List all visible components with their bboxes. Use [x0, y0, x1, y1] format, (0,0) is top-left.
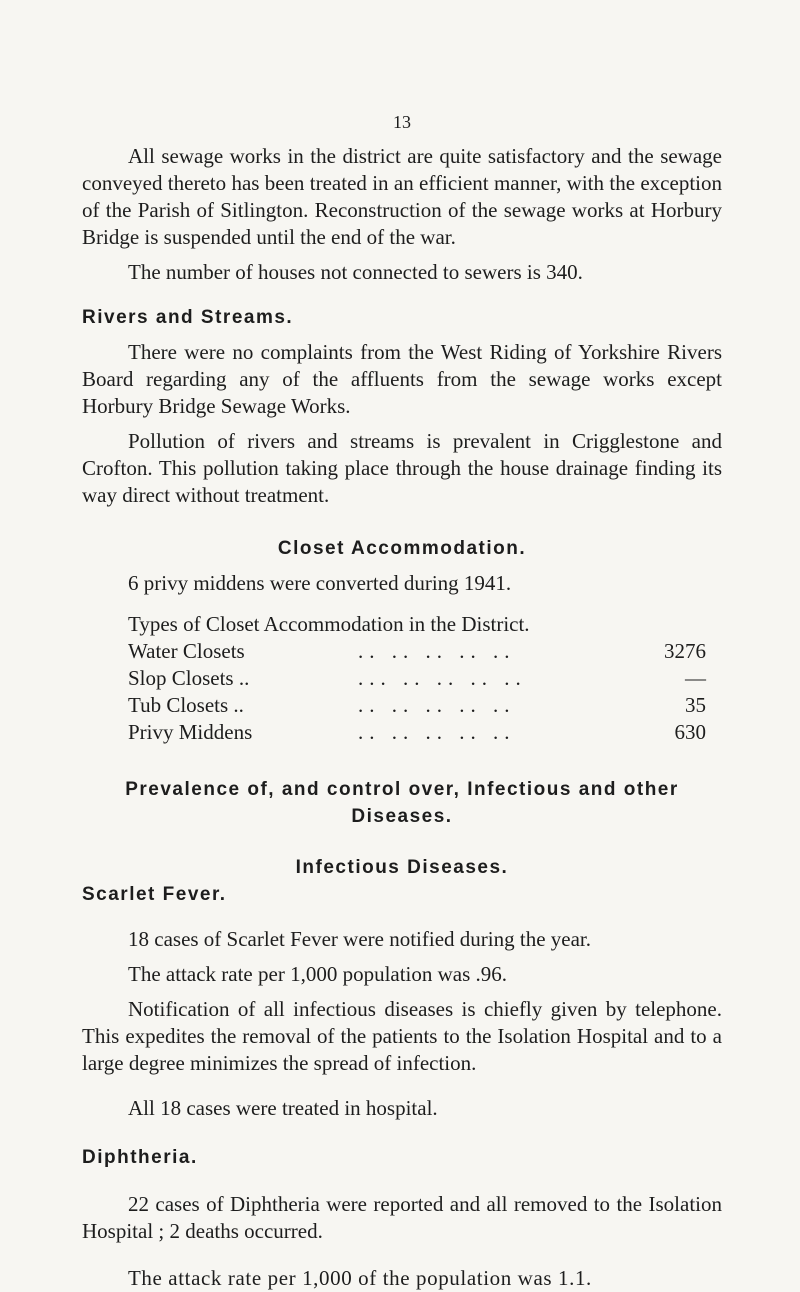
paragraph-privy-middens: 6 privy middens were converted during 1941.: [128, 571, 512, 595]
leader-dots: .. .. .. .. ..: [358, 720, 516, 744]
row-value: 3276: [664, 639, 706, 663]
paragraph-scarlet-cases: 18 cases of Scarlet Fever were notified during the year.: [128, 927, 591, 951]
heading-prevalence-line-2: Diseases.: [351, 806, 453, 827]
table-row: [128, 665, 706, 692]
heading-infectious-diseases: Infectious Diseases.: [295, 857, 509, 878]
row-label: Privy Middens: [128, 720, 253, 744]
row-value: —: [685, 666, 706, 690]
heading-prevalence-line-1: Prevalence of, and control over, Infectious and other: [125, 779, 679, 800]
paragraph-scarlet-attack-rate: The attack rate per 1,000 population was .96.: [128, 962, 508, 986]
heading-scarlet-fever: Scarlet Fever.: [82, 884, 227, 905]
paragraph-houses-not-connected: The number of houses not connected to sewers is 340.: [128, 260, 583, 284]
paragraph-rivers-board: There were no complaints from the West Riding of Yorkshire Rivers Board regarding any of the affluents from the sewage works except Horbury Bridge Sewage Works.: [82, 340, 722, 418]
table-row: [128, 719, 706, 746]
paragraph-pollution: Pollution of rivers and streams is prevalent in Crigglestone and Crofton. This pollution taking place through the house drainage finding its way direct without treatment.: [82, 429, 722, 507]
leader-dots: .. .. .. .. ..: [358, 639, 516, 663]
page-number: 13: [393, 112, 411, 132]
leader-dots: ... .. .. .. ..: [358, 666, 527, 690]
paragraph-notification: Notification of all infectious diseases is chiefly given by telephone. This expedites the removal of the patients to the Isolation Hospital and to a large degree minimizes the spread of infection.: [82, 997, 722, 1075]
table-row: [128, 692, 706, 719]
paragraph-diphtheria-attack-rate: The attack rate per 1,000 of the population was 1.1.: [128, 1266, 592, 1290]
heading-diphtheria: Diphtheria.: [82, 1147, 198, 1168]
leader-dots: .. .. .. .. ..: [358, 693, 516, 717]
heading-rivers-and-streams: Rivers and Streams.: [82, 307, 294, 328]
row-value: 35: [685, 693, 706, 717]
paragraph-sewage-works: All sewage works in the district are quite satisfactory and the sewage conveyed thereto has been treated in an efficient manner, with the exception of the Parish of Sitlington. Reconstruction of the sewage works at Horbury Bridge is suspended until the end of the war.: [82, 144, 722, 249]
heading-closet-accommodation: Closet Accommodation.: [277, 538, 527, 559]
row-value: 630: [674, 720, 706, 744]
closet-types-title: Types of Closet Accommodation in the District.: [128, 612, 530, 636]
closet-accommodation-table: [128, 638, 706, 746]
row-label: Water Closets: [128, 639, 245, 663]
row-label: Slop Closets ..: [128, 666, 250, 690]
row-label: Tub Closets ..: [128, 693, 244, 717]
table-row: [128, 638, 706, 665]
paragraph-treated-in-hospital: All 18 cases were treated in hospital.: [128, 1096, 438, 1120]
paragraph-diphtheria-cases: 22 cases of Diphtheria were reported and all removed to the Isolation Hospital ; 2 deaths occurred.: [82, 1192, 722, 1243]
